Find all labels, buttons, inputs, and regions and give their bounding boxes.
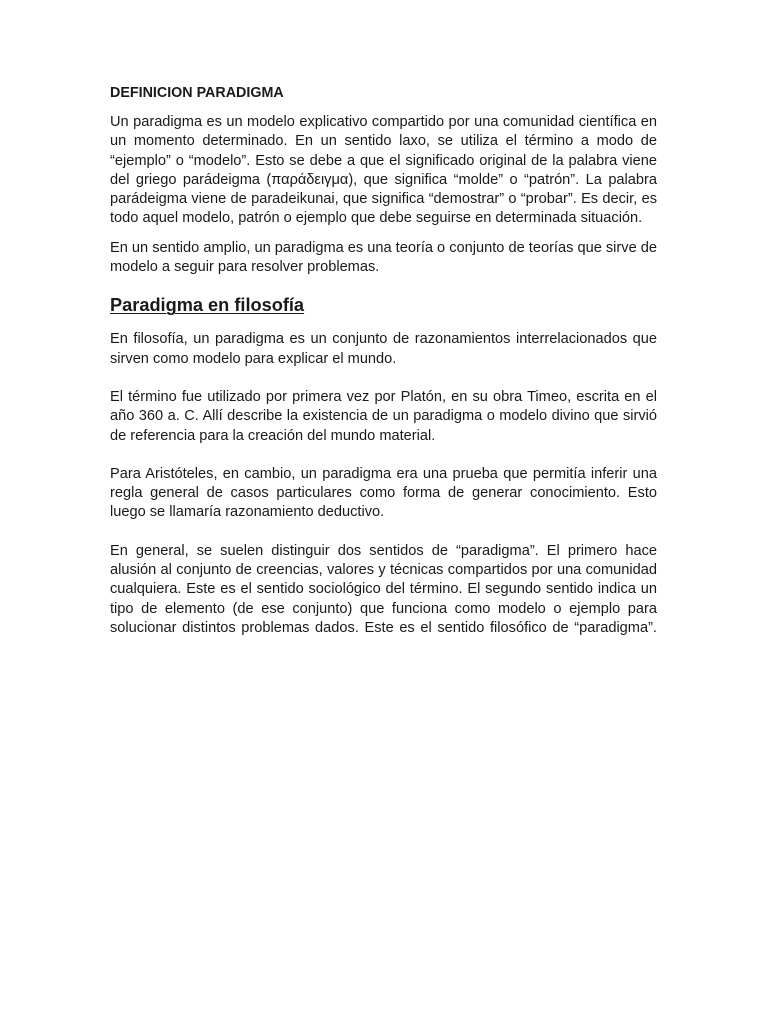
- section-heading: Paradigma en filosofía: [110, 295, 305, 316]
- paragraph-philosophy: En filosofía, un paradigma es un conjunto de razonamientos interrelacionados que sirven como modelo para explicar el mundo.: [110, 331, 657, 367]
- document-body: [110, 84, 657, 638]
- paragraph-two-senses: En general, se suelen distinguir dos sentidos de “paradigma”. El primero hace alusión al conjunto de creencias, valores y técnicas compartidos por una comunidad cualquiera. Este es el sentido sociológico del término. El segundo sentido indica un tipo de elemento (de ese conjunto) que funciona como modelo o ejemplo para solucionar distintos problemas dados. Este es el sentido filosófico de “paradigma”.: [110, 542, 657, 636]
- document-title: DEFINICION PARADIGMA: [110, 85, 284, 101]
- paragraph-plato: El término fue utilizado por primera vez por Platón, en su obra Timeo, escrita en el año 360 a. C. Allí describe la existencia de un paradigma o modelo divino que sirvió de referencia para la creación del mundo material.: [110, 388, 657, 444]
- paragraph-definition: Un paradigma es un modelo explicativo compartido por una comunidad científica en un momento determinado. En un sentido laxo, se utiliza el término a modo de “ejemplo” o “modelo”. Esto se debe a que el significado original de la palabra viene del griego parádeigma (παράδειγμα), que significa “molde” o “patrón”. La palabra parádeigma viene de paradeikunai, que significa “demostrar” o “probar”. Es decir, es todo aquel modelo, patrón o ejemplo que debe seguirse en determinada situación.: [110, 114, 657, 227]
- paragraph-broad-sense: En un sentido amplio, un paradigma es una teoría o conjunto de teorías que sirve de modelo a seguir para resolver problemas.: [110, 239, 657, 276]
- paragraph-aristotle: Para Aristóteles, en cambio, un paradigma era una prueba que permitía inferir una regla general de casos particulares como forma de generar conocimiento. Esto luego se llamaría razonamiento deductivo.: [110, 465, 657, 521]
